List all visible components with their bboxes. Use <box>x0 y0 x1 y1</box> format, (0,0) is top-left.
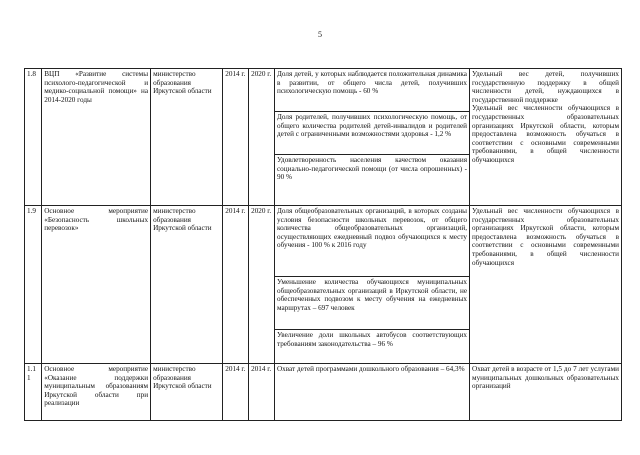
indicators-cell <box>274 364 469 421</box>
row-number: 1.9 <box>25 206 42 364</box>
goals-cell <box>470 206 622 364</box>
measure-name: Основное мероприятие «Оказание поддержки муниципальным образованиям Иркутской области при реализации <box>42 364 151 421</box>
year-end: 2020 г. <box>249 206 275 364</box>
indicator: Доля детей, у которых наблюдается положительная динамика в развитии, от общего числа детей, получивших психологическую помощь - 60 % <box>276 70 468 96</box>
responsible-executor: министерство образования Иркутской области <box>151 69 223 206</box>
goal-indicator: Удельный вес численности обучающихся в государственных образовательных организациях Иркутской области, которым предоставлена возможность обучаться в соответствии с основными современными требованиями, в общей численности обучающихся <box>472 104 619 164</box>
page-number: 5 <box>318 30 322 39</box>
indicator: Увеличение доли школьных автобусов соответствующих требованиям законодательства – 96 % <box>276 331 468 348</box>
indicators-cell <box>274 206 469 364</box>
table-row <box>25 364 622 421</box>
measure-name: ВЦП «Развитие системы психолого-педагогической и медико-социальной помощи» на 2014-2020 годы <box>42 69 151 206</box>
measure-name: Основное мероприятие «Безопасность школьных перевозок» <box>42 206 151 364</box>
goals-cell <box>470 364 622 421</box>
indicator: Уменьшение количества обучающихся муниципальных общеобразовательных организаций в Иркутской области, не обеспеченных подвозом к месту обучения на ежедневных маршрутах – 697 человек <box>275 276 469 329</box>
year-start: 2014 г. <box>223 364 249 421</box>
indicators-cell <box>274 69 469 206</box>
goals-cell <box>470 69 622 206</box>
goal-indicator: Удельный вес численности обучающихся в государственных образовательных организациях Иркутской области, которым предоставлена возможность обучаться в соответствии с основными современными требованиями, в общей численности обучающихся <box>472 207 619 267</box>
row-number: 1.8 <box>25 69 42 206</box>
year-start: 2014 г. <box>223 69 249 206</box>
table-row <box>25 69 622 206</box>
goal-indicator: Удельный вес детей, получивших государственную поддержку в общей численности детей, нуждающихся в государственной поддержке <box>472 70 619 104</box>
responsible-executor: министерство образования Иркутской области <box>151 364 223 421</box>
goal-indicator: Охват детей в возрасте от 1,5 до 7 лет услугами муниципальных дошкольных образовательных организаций <box>472 365 619 391</box>
indicator: Доля общеобразовательных организаций, в которых созданы условия безопасности школьных перевозок, от общего количества общеобразовательных организаций, осуществляющих ежедневный подвоз обучающихся к месту обучения - 100 % к 2016 году <box>276 207 468 250</box>
row-number: 1.11 <box>25 364 42 421</box>
measures-table <box>24 68 622 421</box>
indicator: Доля родителей, получивших психологическую помощь, от общего количества родителей детей-инвалидов и родителей детей с ограниченными возможностями здоровья - 1,2 % <box>275 111 469 154</box>
year-start: 2014 г. <box>223 206 249 364</box>
year-end: 2020 г. <box>249 69 275 206</box>
year-end: 2014 г. <box>249 364 275 421</box>
table-row <box>25 206 622 364</box>
indicator: Удовлетворенность населения качеством оказания социально-педагогической помощи (от числа опрошенных) - 90 % <box>276 156 468 182</box>
indicator: Охват детей программами дошкольного образования – 64,3% <box>276 365 465 373</box>
responsible-executor: министерство образования Иркутской области <box>151 206 223 364</box>
